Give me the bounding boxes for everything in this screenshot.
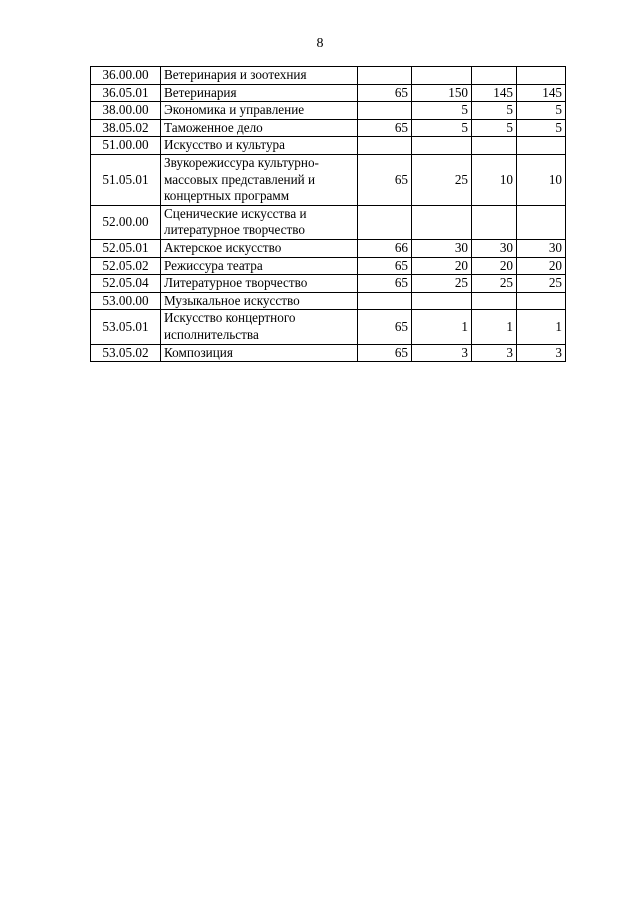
value-cell-c4: 25: [517, 275, 566, 293]
table-row: [91, 239, 566, 257]
specialty-code-cell: 52.05.02: [91, 257, 161, 275]
specialty-code-cell: 38.05.02: [91, 119, 161, 137]
value-cell-c3: [472, 67, 517, 85]
table-row: [91, 137, 566, 155]
specialty-name-line: литературное творчество: [164, 222, 306, 238]
specialty-code-cell: 51.05.01: [91, 154, 161, 205]
value-cell-c1: 65: [358, 344, 412, 362]
specialty-name-line: Актерское искусство: [164, 239, 282, 255]
specialty-name-cell: [161, 205, 358, 239]
table-row: [91, 84, 566, 102]
value-cell-c1: 65: [358, 275, 412, 293]
value-cell-c3: 30: [472, 239, 517, 257]
value-cell-c1: 65: [358, 84, 412, 102]
value-cell-c1: 65: [358, 257, 412, 275]
value-cell-c2: [412, 137, 472, 155]
table-row: [91, 67, 566, 85]
specialty-name-line: исполнительства: [164, 326, 259, 342]
value-cell-c3: [472, 292, 517, 310]
specialty-name-cell: [161, 119, 358, 137]
value-cell-c3: 5: [472, 102, 517, 120]
specialty-name-cell: [161, 84, 358, 102]
value-cell-c3: [472, 137, 517, 155]
table-row: [91, 257, 566, 275]
specialty-code-cell: 52.00.00: [91, 205, 161, 239]
value-cell-c2: 25: [412, 275, 472, 293]
specialty-name-line: Искусство и культура: [164, 137, 285, 153]
value-cell-c3: 10: [472, 154, 517, 205]
table-row: [91, 310, 566, 344]
specialty-code-cell: 53.05.02: [91, 344, 161, 362]
value-cell-c4: 20: [517, 257, 566, 275]
value-cell-c2: [412, 67, 472, 85]
value-cell-c4: 30: [517, 239, 566, 257]
value-cell-c2: [412, 205, 472, 239]
specialty-name-line: Экономика и управление: [164, 102, 305, 118]
value-cell-c2: 25: [412, 154, 472, 205]
value-cell-c2: 5: [412, 102, 472, 120]
value-cell-c2: 150: [412, 84, 472, 102]
specialty-name-cell: [161, 310, 358, 344]
value-cell-c1: 65: [358, 119, 412, 137]
specialty-code-cell: 53.05.01: [91, 310, 161, 344]
value-cell-c1: [358, 67, 412, 85]
value-cell-c1: [358, 102, 412, 120]
specialty-code-cell: 36.05.01: [91, 84, 161, 102]
value-cell-c3: 1: [472, 310, 517, 344]
value-cell-c4: 145: [517, 84, 566, 102]
specialty-name-line: концертных программ: [164, 188, 290, 204]
specialty-name-cell: [161, 292, 358, 310]
specialty-name-cell: [161, 275, 358, 293]
value-cell-c3: 25: [472, 275, 517, 293]
value-cell-c4: 10: [517, 154, 566, 205]
specialty-name-cell: [161, 239, 358, 257]
value-cell-c3: 3: [472, 344, 517, 362]
specialty-name-line: Режиссура театра: [164, 257, 263, 273]
specialty-name-line: Искусство концертного: [164, 310, 296, 326]
specialty-code-cell: 52.05.01: [91, 239, 161, 257]
value-cell-c3: 5: [472, 119, 517, 137]
specialty-table: [90, 66, 566, 362]
value-cell-c3: 20: [472, 257, 517, 275]
value-cell-c3: [472, 205, 517, 239]
page-number: 8: [316, 36, 324, 51]
table-row: [91, 275, 566, 293]
value-cell-c2: [412, 292, 472, 310]
value-cell-c3: 145: [472, 84, 517, 102]
specialty-name-line: Таможенное дело: [164, 119, 263, 135]
value-cell-c2: 3: [412, 344, 472, 362]
value-cell-c2: 1: [412, 310, 472, 344]
value-cell-c4: 3: [517, 344, 566, 362]
specialty-name-cell: [161, 154, 358, 205]
specialty-name-line: Ветеринария: [164, 84, 237, 100]
specialty-name-cell: [161, 102, 358, 120]
value-cell-c1: 65: [358, 310, 412, 344]
specialty-name-cell: [161, 344, 358, 362]
value-cell-c1: 66: [358, 239, 412, 257]
table-row: [91, 102, 566, 120]
value-cell-c2: 30: [412, 239, 472, 257]
specialty-name-cell: [161, 67, 358, 85]
specialty-name-line: Звукорежиссура культурно-: [164, 154, 319, 170]
specialty-name-cell: [161, 257, 358, 275]
value-cell-c4: [517, 292, 566, 310]
value-cell-c4: 5: [517, 102, 566, 120]
specialty-name-line: Сценические искусства и: [164, 205, 307, 221]
value-cell-c1: 65: [358, 154, 412, 205]
specialty-name-line: Композиция: [164, 344, 233, 360]
value-cell-c4: 1: [517, 310, 566, 344]
table-row: [91, 205, 566, 239]
table-row: [91, 292, 566, 310]
value-cell-c2: 20: [412, 257, 472, 275]
specialty-code-cell: 51.00.00: [91, 137, 161, 155]
specialty-code-cell: 52.05.04: [91, 275, 161, 293]
specialty-name-line: Музыкальное искусство: [164, 292, 300, 308]
table-row: [91, 154, 566, 205]
specialty-name-cell: [161, 137, 358, 155]
value-cell-c1: [358, 205, 412, 239]
specialty-code-cell: 38.00.00: [91, 102, 161, 120]
value-cell-c4: [517, 137, 566, 155]
value-cell-c2: 5: [412, 119, 472, 137]
specialty-code-cell: 36.00.00: [91, 67, 161, 85]
table-body: [91, 67, 566, 362]
specialty-code-cell: 53.00.00: [91, 292, 161, 310]
value-cell-c1: [358, 292, 412, 310]
specialty-name-line: Ветеринария и зоотехния: [164, 67, 307, 82]
value-cell-c4: [517, 67, 566, 85]
table-row: [91, 119, 566, 137]
specialty-name-line: Литературное творчество: [164, 275, 308, 291]
table-row: [91, 344, 566, 362]
value-cell-c4: [517, 205, 566, 239]
value-cell-c1: [358, 137, 412, 155]
specialty-name-line: массовых представлений и: [164, 171, 316, 187]
value-cell-c4: 5: [517, 119, 566, 137]
